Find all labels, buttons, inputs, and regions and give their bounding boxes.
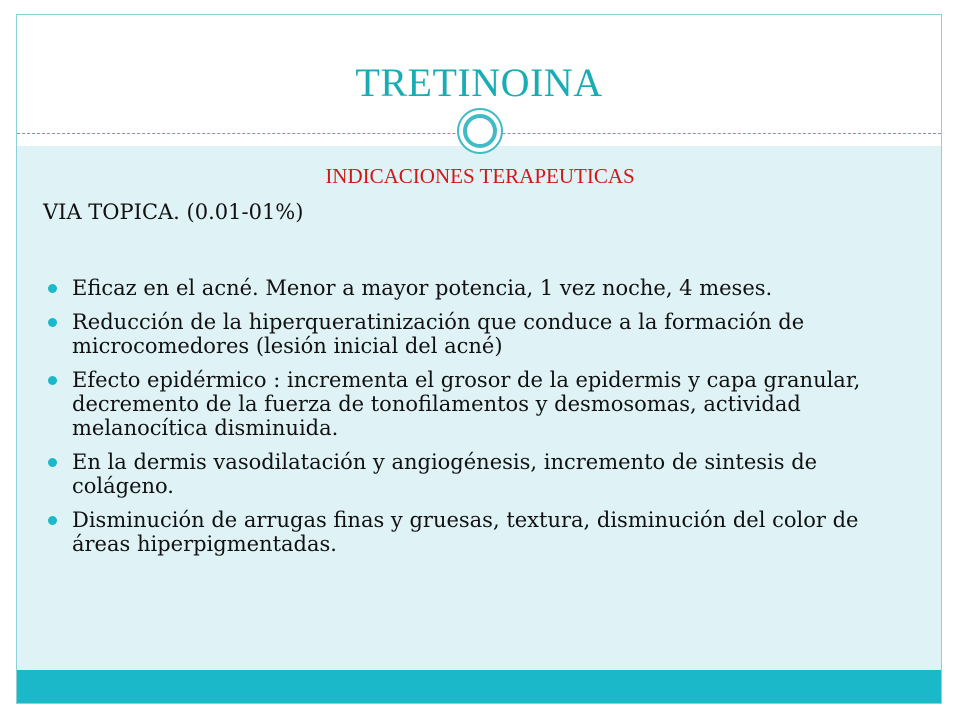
bullet-text: Eficaz en el acné. Menor a mayor potencia, 1 vez noche, 4 meses. — [72, 276, 773, 300]
bullet-dot-icon — [48, 458, 57, 467]
bullet-item — [43, 310, 923, 358]
bullet-dot-icon — [48, 318, 57, 327]
bullet-list — [43, 276, 923, 566]
bottom-accent-bar — [17, 670, 941, 703]
bullet-text: Efecto epidérmico : incrementa el grosor de la epidermis y capa granular, decremento de la fuerza de tonofilamentos y desmosomas, actividad melanocítica disminuida. — [72, 368, 861, 440]
bullet-dot-icon — [48, 516, 57, 525]
bullet-text: Disminución de arrugas finas y gruesas, textura, disminución del color de áreas hiperpigmentadas. — [72, 508, 859, 556]
bullet-dot-icon — [48, 376, 57, 385]
bullet-text: En la dermis vasodilatación y angiogénesis, incremento de sintesis de colágeno. — [72, 450, 818, 498]
bullet-text: Reducción de la hiperqueratinización que conduce a la formación de microcomedores (lesión inicial del acné) — [72, 310, 805, 358]
bullet-item — [43, 450, 923, 498]
bullet-item — [43, 508, 923, 556]
slide-subtitle: INDICACIONES TERAPEUTICAS — [325, 164, 635, 188]
slide-title: TRETINOINA — [355, 60, 603, 105]
bullet-item — [43, 276, 923, 300]
circle-ring-icon — [457, 108, 503, 154]
bullet-item — [43, 368, 923, 440]
bullet-dot-icon — [48, 284, 57, 293]
circle-ring-inner — [463, 114, 497, 148]
route-line: VIA TOPICA. (0.01-01%) — [43, 200, 304, 224]
